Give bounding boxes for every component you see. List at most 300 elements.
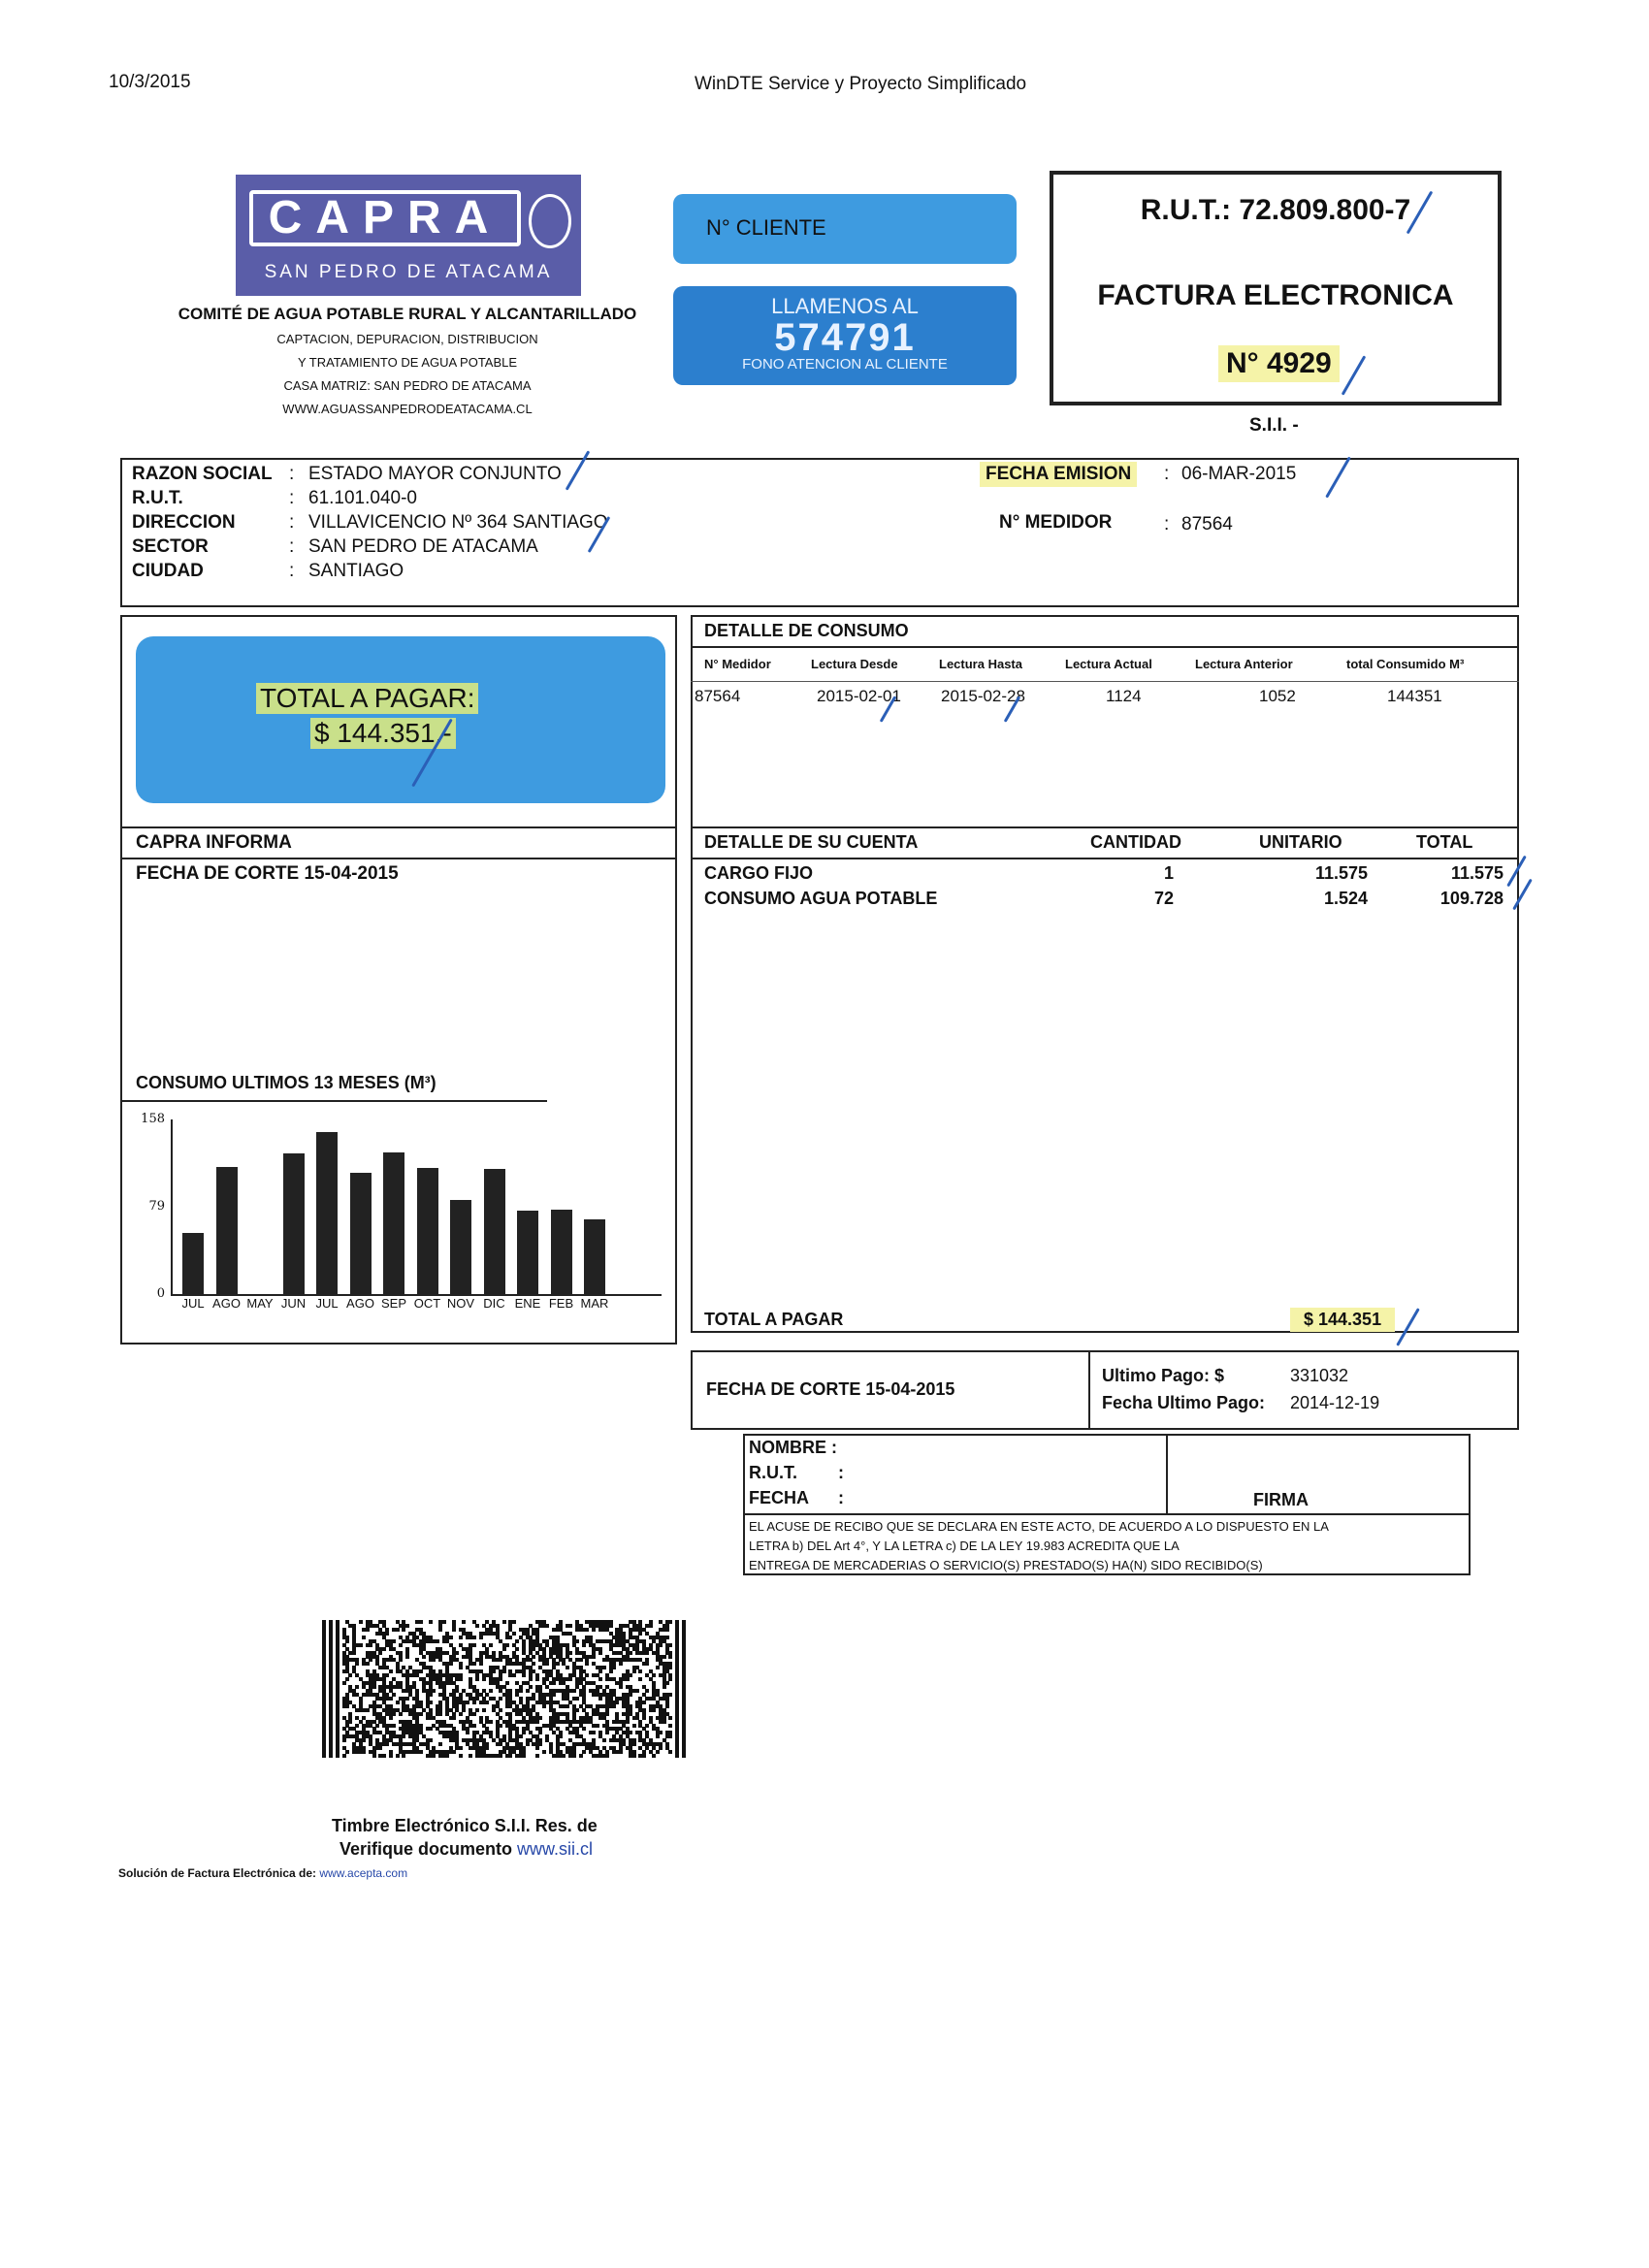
separator: :: [289, 464, 295, 484]
barcode-module: [645, 1689, 649, 1693]
barcode-module: [568, 1651, 572, 1655]
divider: [743, 1513, 1471, 1515]
barcode-module: [552, 1693, 556, 1697]
barcode-module: [489, 1689, 493, 1693]
barcode-module: [472, 1643, 476, 1647]
barcode-module: [382, 1754, 386, 1758]
chart-bar: [551, 1210, 572, 1294]
separator: :: [289, 488, 295, 508]
barcode-module: [392, 1639, 396, 1643]
barcode-module: [619, 1685, 623, 1689]
barcode-module: [359, 1643, 363, 1647]
item-total: 11.575: [1450, 863, 1504, 883]
barcode-module: [432, 1658, 436, 1662]
barcode-module: [642, 1701, 646, 1704]
barcode-module: [602, 1738, 606, 1742]
barcode-module: [659, 1746, 663, 1750]
barcode-module: [345, 1704, 349, 1708]
print-date: 10/3/2015: [109, 72, 191, 92]
x-tick-label: SEP: [380, 1296, 406, 1311]
barcode-module: [455, 1651, 459, 1655]
barcode-module: [632, 1724, 636, 1728]
barcode-module: [545, 1662, 549, 1666]
barcode-module: [665, 1636, 669, 1639]
col-lectura-actual: Lectura Actual: [1065, 657, 1152, 671]
barcode-module: [562, 1754, 566, 1758]
barcode-module: [535, 1720, 539, 1724]
item-cantidad: 72: [1153, 889, 1174, 908]
firma-label: FIRMA: [1253, 1490, 1309, 1509]
logo-subtitle: SAN PEDRO DE ATACAMA: [264, 262, 553, 282]
razon-social-value: ESTADO MAYOR CONJUNTO: [308, 464, 562, 484]
y-tick-label: 0: [156, 1286, 165, 1301]
barcode-module: [389, 1754, 393, 1758]
barcode-module: [462, 1708, 466, 1712]
divider: [691, 681, 1519, 682]
barcode-module: [499, 1677, 502, 1681]
col-lectura-anterior: Lectura Anterior: [1195, 657, 1293, 671]
legal-line: ENTREGA DE MERCADERIAS O SERVICIO(S) PRESTADO(S) HA(N) SIDO RECIBIDO(S): [749, 1558, 1263, 1572]
item-cantidad: 1: [1163, 863, 1174, 883]
separator: :: [838, 1463, 844, 1482]
barcode-module: [626, 1720, 630, 1724]
col-medidor: N° Medidor: [704, 657, 771, 671]
barcode-module: [479, 1662, 483, 1666]
barcode-module: [472, 1701, 476, 1704]
item-desc: CARGO FIJO: [704, 863, 814, 883]
barcode-module: [342, 1738, 346, 1742]
chart-bar: [383, 1152, 404, 1294]
fecha-ultimo-pago-value: 2014-12-19: [1290, 1393, 1380, 1412]
barcode-module: [452, 1716, 456, 1720]
barcode-module: [568, 1677, 572, 1681]
barcode-module: [566, 1666, 569, 1669]
barcode-module: [502, 1669, 506, 1673]
barcode-module: [466, 1731, 469, 1734]
item-unitario: 1.524: [1323, 889, 1368, 908]
barcode-module: [389, 1716, 393, 1720]
barcode-module: [366, 1708, 370, 1712]
barcode-module: [336, 1754, 340, 1758]
barcode-module: [629, 1731, 632, 1734]
barcode-module: [399, 1712, 403, 1716]
barcode-module: [505, 1681, 509, 1685]
barcode-module: [522, 1731, 526, 1734]
barcode-module: [366, 1628, 370, 1632]
rut-value: 61.101.040-0: [308, 488, 417, 508]
barcode-module: [592, 1628, 596, 1632]
barcode-module: [432, 1689, 436, 1693]
barcode-module: [372, 1754, 376, 1758]
barcode-module: [329, 1754, 333, 1758]
barcode-module: [345, 1639, 349, 1643]
grand-total-label: TOTAL A PAGAR: [704, 1310, 844, 1329]
col-lectura-desde: Lectura Desde: [811, 657, 898, 671]
barcode-module: [668, 1655, 672, 1659]
barcode-module: [668, 1677, 672, 1681]
divider: [120, 1100, 547, 1102]
barcode-module: [665, 1628, 669, 1632]
fecha-corte-pago: FECHA DE CORTE 15-04-2015: [706, 1379, 955, 1399]
barcode-module: [508, 1636, 512, 1639]
divider: [120, 858, 677, 859]
barcode-module: [402, 1734, 405, 1738]
barcode-module: [642, 1716, 646, 1720]
barcode-module: [396, 1701, 400, 1704]
barcode-module: [598, 1677, 602, 1681]
timbre-text: Timbre Electrónico S.I.I. Res. de: [332, 1816, 598, 1835]
fecha-ultimo-pago-label: Fecha Ultimo Pago:: [1102, 1393, 1266, 1412]
barcode-module: [649, 1624, 653, 1628]
barcode-module: [472, 1724, 476, 1728]
barcode-module: [532, 1655, 535, 1659]
barcode-module: [452, 1628, 456, 1632]
barcode-module: [459, 1746, 463, 1750]
barcode-module: [638, 1677, 642, 1681]
barcode-module: [538, 1716, 542, 1720]
barcode-module: [566, 1704, 569, 1708]
invoice-number: N° 4929: [1218, 345, 1340, 382]
barcode-module: [355, 1724, 359, 1728]
barcode-module: [485, 1746, 489, 1750]
chart-bar: [216, 1167, 238, 1294]
separator: :: [289, 512, 295, 533]
cuenta-title: DETALLE DE SU CUENTA: [704, 832, 919, 852]
company-logo: [236, 175, 581, 296]
acepta-link[interactable]: www.acepta.com: [319, 1866, 408, 1880]
separator: :: [289, 536, 295, 557]
sector-value: SAN PEDRO DE ATACAMA: [308, 536, 538, 557]
cell-total-consumido: 144351: [1387, 687, 1442, 705]
barcode-module: [572, 1754, 576, 1758]
barcode-module: [419, 1620, 423, 1624]
barcode-module: [429, 1620, 433, 1624]
client-number-label: N° CLIENTE: [706, 215, 826, 240]
barcode-module: [429, 1701, 433, 1704]
separator: :: [1164, 464, 1170, 484]
barcode-module: [345, 1677, 349, 1681]
barcode-module: [485, 1701, 489, 1704]
chart-bar: [316, 1132, 338, 1294]
barcode-module: [475, 1677, 479, 1681]
barcode-module: [399, 1658, 403, 1662]
invoice-type: FACTURA ELECTRONICA: [1097, 279, 1454, 311]
chart-bar: [182, 1233, 204, 1294]
barcode-module: [362, 1738, 366, 1742]
barcode-module: [582, 1727, 586, 1731]
col-lectura-hasta: Lectura Hasta: [939, 657, 1022, 671]
barcode-module: [629, 1693, 632, 1697]
x-tick-label: FEB: [548, 1296, 574, 1311]
company-name: COMITÉ DE AGUA POTABLE RURAL Y ALCANTARILLADO: [178, 305, 637, 323]
barcode-module: [663, 1685, 666, 1689]
rut-label: R.U.T.: [132, 488, 183, 508]
chart-bar: [584, 1219, 605, 1294]
barcode-module: [429, 1738, 433, 1742]
barcode-module: [479, 1636, 483, 1639]
barcode-module: [615, 1701, 619, 1704]
logo-drop-icon: [529, 194, 571, 248]
razon-social-label: RAZON SOCIAL: [132, 464, 273, 484]
y-axis: [171, 1119, 173, 1296]
barcode-module: [392, 1712, 396, 1716]
barcode-module: [459, 1677, 463, 1681]
barcode-module: [389, 1697, 393, 1701]
barcode-module: [605, 1754, 609, 1758]
barcode-module: [499, 1754, 502, 1758]
barcode-module: [359, 1620, 363, 1624]
barcode-module: [526, 1742, 530, 1746]
barcode-module: [396, 1628, 400, 1632]
barcode-module: [389, 1669, 393, 1673]
pdf417-barcode: [322, 1620, 689, 1758]
barcode-module: [345, 1750, 349, 1754]
issuer-rut: R.U.T.: 72.809.800-7: [1140, 194, 1411, 226]
phone-subtitle: FONO ATENCION AL CLIENTE: [742, 356, 948, 373]
barcode-module: [475, 1708, 479, 1712]
barcode-module: [322, 1754, 326, 1758]
fecha-corte-informa: FECHA DE CORTE 15-04-2015: [136, 863, 399, 884]
x-tick-label: JUL: [315, 1296, 339, 1311]
barcode-module: [492, 1669, 496, 1673]
barcode-module: [575, 1697, 579, 1701]
barcode-module: [405, 1697, 409, 1701]
barcode-module: [652, 1708, 656, 1712]
barcode-module: [508, 1754, 512, 1758]
barcode-module: [529, 1685, 533, 1689]
barcode-module: [668, 1750, 672, 1754]
barcode-module: [642, 1754, 646, 1758]
barcode-module: [652, 1673, 656, 1677]
fecha-emision-value: 06-MAR-2015: [1181, 464, 1297, 484]
barcode-module: [482, 1708, 486, 1712]
barcode-module: [499, 1697, 502, 1701]
barcode-module: [436, 1639, 439, 1643]
barcode-module: [499, 1724, 502, 1728]
barcode-module: [382, 1647, 386, 1651]
barcode-module: [482, 1677, 486, 1681]
barcode-module: [366, 1662, 370, 1666]
chart-bar: [517, 1211, 538, 1294]
acuse-nombre-label: NOMBRE :: [749, 1438, 837, 1457]
call-us-box: [673, 286, 1017, 385]
barcode-module: [668, 1693, 672, 1697]
barcode-module: [429, 1727, 433, 1731]
barcode-module: [459, 1712, 463, 1716]
barcode-module: [526, 1689, 530, 1693]
barcode-module: [656, 1666, 660, 1669]
barcode-module: [352, 1651, 356, 1655]
barcode-module: [535, 1677, 539, 1681]
medidor-value: 87564: [1181, 514, 1233, 535]
x-tick-label: OCT: [413, 1296, 441, 1311]
barcode-module: [459, 1666, 463, 1669]
chart-bar: [350, 1173, 372, 1294]
barcode-module: [342, 1754, 346, 1758]
barcode-module: [638, 1669, 642, 1673]
phone-number: 574791: [774, 316, 916, 359]
barcode-module: [515, 1647, 519, 1651]
verifique-label: Verifique documento: [340, 1839, 513, 1859]
barcode-module: [392, 1724, 396, 1728]
barcode-module: [542, 1704, 546, 1708]
chart-bar: [417, 1168, 438, 1294]
cell-lectura-actual: 1124: [1106, 687, 1142, 705]
barcode-module: [682, 1754, 686, 1758]
divider: [691, 858, 1519, 859]
divider: [1166, 1434, 1168, 1515]
consumption-chart: [120, 1106, 677, 1310]
barcode-module: [579, 1754, 583, 1758]
solucion-text: [118, 1866, 407, 1880]
barcode-module: [668, 1643, 672, 1647]
barcode-module: [378, 1651, 382, 1655]
chart-bar: [283, 1153, 305, 1294]
barcode-module: [396, 1754, 400, 1758]
sector-label: SECTOR: [132, 536, 209, 557]
invoice-box: [1050, 171, 1502, 405]
barcode-module: [605, 1731, 609, 1734]
barcode-module: [452, 1750, 456, 1754]
barcode-module: [519, 1689, 523, 1693]
barcode-module: [598, 1669, 602, 1673]
barcode-module: [656, 1734, 660, 1738]
item-unitario: 11.575: [1314, 863, 1368, 883]
barcode-module: [355, 1685, 359, 1689]
ciudad-label: CIUDAD: [132, 561, 204, 581]
company-line-3: CASA MATRIZ: SAN PEDRO DE ATACAMA: [283, 378, 532, 393]
barcode-module: [432, 1754, 436, 1758]
legal-line: EL ACUSE DE RECIBO QUE SE DECLARA EN ESTE ACTO, DE ACUERDO A LO DISPUESTO EN LA: [749, 1519, 1329, 1534]
ciudad-value: SANTIAGO: [308, 561, 404, 581]
barcode-module: [459, 1754, 463, 1758]
barcode-module: [663, 1720, 666, 1724]
barcode-module: [632, 1669, 636, 1673]
col-unitario: UNITARIO: [1259, 832, 1342, 852]
barcode-module: [572, 1689, 576, 1693]
x-tick-label: JUL: [181, 1296, 205, 1311]
barcode-module: [438, 1712, 442, 1716]
barcode-module: [372, 1685, 376, 1689]
col-total: TOTAL: [1416, 832, 1473, 852]
barcode-module: [668, 1734, 672, 1738]
barcode-module: [605, 1712, 609, 1716]
barcode-module: [675, 1754, 679, 1758]
barcode-module: [535, 1754, 539, 1758]
barcode-module: [522, 1754, 526, 1758]
barcode-module: [489, 1643, 493, 1647]
acuse-fecha-label: FECHA: [749, 1488, 809, 1507]
logo-text: CAPRA: [249, 190, 521, 246]
verifique-text: [340, 1839, 593, 1860]
x-tick-label: ENE: [514, 1296, 541, 1311]
barcode-module: [472, 1712, 476, 1716]
barcode-module: [462, 1620, 466, 1624]
barcode-module: [362, 1636, 366, 1639]
separator: :: [1164, 514, 1170, 535]
barcode-module: [652, 1754, 656, 1758]
solucion-label: Solución de Factura Electrónica de:: [118, 1866, 317, 1880]
barcode-module: [445, 1754, 449, 1758]
barcode-module: [466, 1701, 469, 1704]
barcode-module: [522, 1673, 526, 1677]
barcode-module: [645, 1662, 649, 1666]
barcode-module: [632, 1742, 636, 1746]
barcode-module: [402, 1754, 405, 1758]
barcode-module: [665, 1704, 669, 1708]
barcode-module: [378, 1746, 382, 1750]
cell-lectura-hasta: 2015-02-28: [941, 687, 1025, 705]
total-due-value: $ 144.351.-: [310, 718, 456, 749]
divider: [120, 826, 677, 828]
medidor-label: N° MEDIDOR: [999, 512, 1113, 533]
company-line-1: CAPTACION, DEPURACION, DISTRIBUCION: [276, 332, 538, 346]
barcode-module: [459, 1636, 463, 1639]
barcode-module: [348, 1673, 352, 1677]
chart-bar: [484, 1169, 505, 1294]
barcode-module: [538, 1731, 542, 1734]
barcode-module: [568, 1624, 572, 1628]
barcode-module: [375, 1724, 379, 1728]
barcode-module: [668, 1620, 672, 1624]
cell-lectura-desde: 2015-02-01: [817, 687, 901, 705]
barcode-module: [419, 1669, 423, 1673]
barcode-module: [582, 1643, 586, 1647]
barcode-module: [469, 1754, 472, 1758]
barcode-module: [342, 1681, 346, 1685]
barcode-module: [438, 1628, 442, 1632]
sii-link[interactable]: www.sii.cl: [517, 1839, 594, 1859]
barcode-module: [596, 1724, 599, 1728]
barcode-module: [668, 1666, 672, 1669]
barcode-module: [663, 1655, 666, 1659]
item-total: 109.728: [1439, 889, 1504, 908]
detail-box: [691, 615, 1519, 1333]
barcode-module: [592, 1655, 596, 1659]
barcode-module: [472, 1636, 476, 1639]
x-tick-label: DIC: [483, 1296, 505, 1311]
ultimo-pago-value: 331032: [1290, 1366, 1349, 1385]
divider: [691, 646, 1519, 648]
legal-line: LETRA b) DEL Art 4°, Y LA LETRA c) DE LA LEY 19.983 ACREDITA QUE LA: [749, 1539, 1180, 1553]
barcode-module: [659, 1643, 663, 1647]
barcode-module: [442, 1620, 446, 1624]
total-due-label: TOTAL A PAGAR:: [256, 683, 478, 714]
consumo-title: DETALLE DE CONSUMO: [704, 621, 909, 640]
barcode-module: [529, 1677, 533, 1681]
barcode-module: [582, 1750, 586, 1754]
barcode-module: [585, 1673, 589, 1677]
barcode-module: [475, 1624, 479, 1628]
ultimo-pago-label: Ultimo Pago: $: [1102, 1366, 1225, 1385]
fecha-emision-label: FECHA EMISION: [980, 462, 1137, 487]
barcode-module: [505, 1643, 509, 1647]
barcode-module: [535, 1746, 539, 1750]
barcode-module: [515, 1639, 519, 1643]
barcode-module: [512, 1673, 516, 1677]
barcode-module: [585, 1628, 589, 1632]
col-cantidad: CANTIDAD: [1090, 832, 1181, 852]
barcode-module: [419, 1712, 423, 1716]
barcode-module: [609, 1624, 613, 1628]
barcode-module: [499, 1708, 502, 1712]
x-tick-label: AGO: [212, 1296, 241, 1311]
barcode-module: [405, 1624, 409, 1628]
chart-bar: [450, 1200, 471, 1294]
barcode-module: [575, 1708, 579, 1712]
barcode-module: [449, 1636, 453, 1639]
barcode-module: [532, 1662, 535, 1666]
